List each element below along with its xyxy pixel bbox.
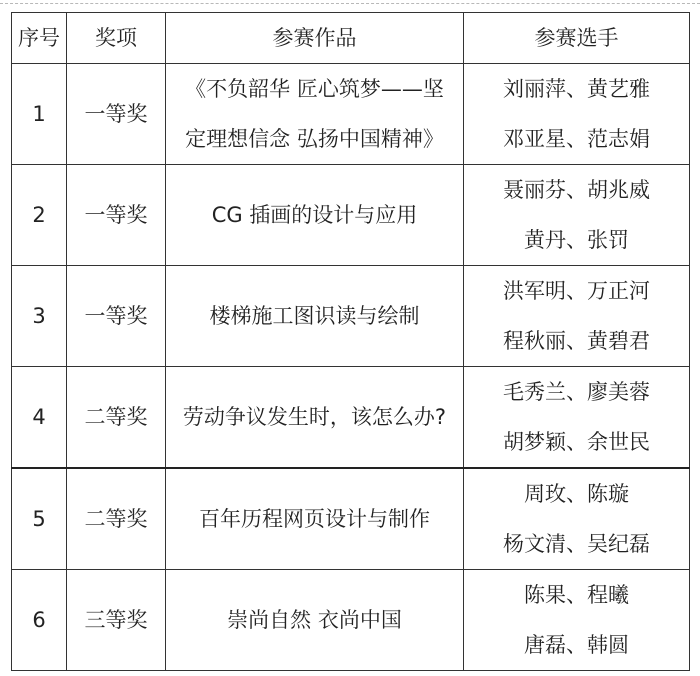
awards-table <box>11 12 690 671</box>
serial-number-cell: 3 <box>12 266 67 367</box>
contestants-cell <box>464 570 690 671</box>
contestants-cell <box>464 367 690 469</box>
table-row <box>12 468 690 570</box>
contestant-line: 唐磊、韩圆 <box>524 633 629 657</box>
header-entry-work: 参赛作品 <box>166 13 464 64</box>
entry-work-line: 楼梯施工图识读与绘制 <box>209 304 420 328</box>
serial-number-cell: 1 <box>12 64 67 165</box>
contestant-line: 聂丽芬、胡兆威 <box>503 178 650 202</box>
serial-number-cell: 5 <box>12 468 67 570</box>
page-margin-guide <box>0 3 700 4</box>
contestant-line: 杨文清、吴纪磊 <box>503 532 650 556</box>
award-cell: 二等奖 <box>67 468 166 570</box>
entry-work-cell <box>166 570 464 671</box>
entry-work-line: 百年历程网页设计与制作 <box>199 507 430 531</box>
entry-work-line: 劳动争议发生时，该怎么办? <box>182 405 447 429</box>
contestant-line: 洪军明、万正河 <box>503 279 650 303</box>
table-row <box>12 165 690 266</box>
contestant-line: 邓亚星、范志娟 <box>503 127 650 151</box>
entry-work-line: CG 插画的设计与应用 <box>211 203 418 227</box>
table-row <box>12 570 690 671</box>
award-cell: 一等奖 <box>67 165 166 266</box>
table-row <box>12 266 690 367</box>
contestant-line: 周玫、陈璇 <box>524 482 629 506</box>
header-contestants: 参赛选手 <box>464 13 690 64</box>
table-row <box>12 367 690 469</box>
entry-work-cell <box>166 266 464 367</box>
contestant-line: 毛秀兰、廖美蓉 <box>503 380 650 404</box>
contestant-line: 陈果、程曦 <box>524 583 629 607</box>
award-cell: 二等奖 <box>67 367 166 469</box>
header-serial-number: 序号 <box>12 13 67 64</box>
award-cell: 一等奖 <box>67 64 166 165</box>
serial-number-cell: 6 <box>12 570 67 671</box>
award-cell: 三等奖 <box>67 570 166 671</box>
header-award: 奖项 <box>67 13 166 64</box>
entry-work-cell <box>166 165 464 266</box>
table-row <box>12 64 690 165</box>
contestants-cell <box>464 165 690 266</box>
entry-work-line: 崇尚自然 衣尚中国 <box>227 608 402 632</box>
award-cell: 一等奖 <box>67 266 166 367</box>
entry-work-line: 《不负韶华 匠心筑梦——坚 <box>185 77 444 101</box>
contestants-cell <box>464 468 690 570</box>
entry-work-cell <box>166 468 464 570</box>
serial-number-cell: 2 <box>12 165 67 266</box>
contestants-cell <box>464 64 690 165</box>
table-header-row <box>12 13 690 64</box>
entry-work-cell <box>166 367 464 469</box>
contestant-line: 胡梦颖、余世民 <box>503 430 650 454</box>
contestant-line: 黄丹、张罚 <box>524 228 629 252</box>
entry-work-line: 定理想信念 弘扬中国精神》 <box>185 127 444 151</box>
contestant-line: 程秋丽、黄碧君 <box>503 329 650 353</box>
entry-work-cell <box>166 64 464 165</box>
contestant-line: 刘丽萍、黄艺雅 <box>503 77 650 101</box>
contestants-cell <box>464 266 690 367</box>
serial-number-cell: 4 <box>12 367 67 469</box>
